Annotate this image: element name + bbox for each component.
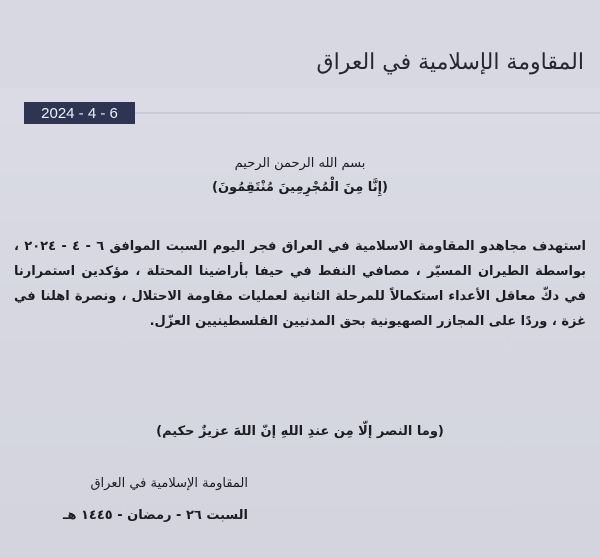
- organization-logo-text: المقاومة الإسلامية في العراق: [316, 50, 584, 75]
- header-banner: [0, 0, 600, 88]
- divider-line: [135, 112, 600, 114]
- date-badge: 2024 - 4 - 6: [24, 102, 135, 124]
- signature-date: السبت ٢٦ - رمضان - ١٤٤٥ هـ: [63, 508, 248, 523]
- basmala-heading: بسم الله الرحمن الرحيم: [234, 156, 366, 171]
- signature-block: [63, 468, 248, 532]
- closing-verse: (وما النصر إلّا مِن عندِ اللهِ إنّ اللهَ عزيزٌ حكيم): [156, 424, 444, 439]
- signature-organization: المقاومة الإسلامية في العراق: [90, 476, 248, 491]
- statement-body: استهدف مجاهدو المقاومة الاسلامية في العراق فجر اليوم السبت الموافق ٦ - ٤ - ٢٠٢٤ ، بواسطة الطيران المسيّر ، مصافي النفط في حيفا بأراضينا المحتلة ، مؤكدين استمرارنا في دكّ معاقل الأعداء استكمالاً للمرحلة الثانية لعمليات مقاومة الاحتلال ، ونصرة اهلنا في غزة ، وردًا على المجازر الصهيونية بحق المدنيين الفلسطينيين العزّل.: [14, 239, 586, 329]
- quran-verse: (إِنَّا مِنَ الْمُجْرِمِينَ مُنْتَقِمُونَ): [212, 180, 388, 195]
